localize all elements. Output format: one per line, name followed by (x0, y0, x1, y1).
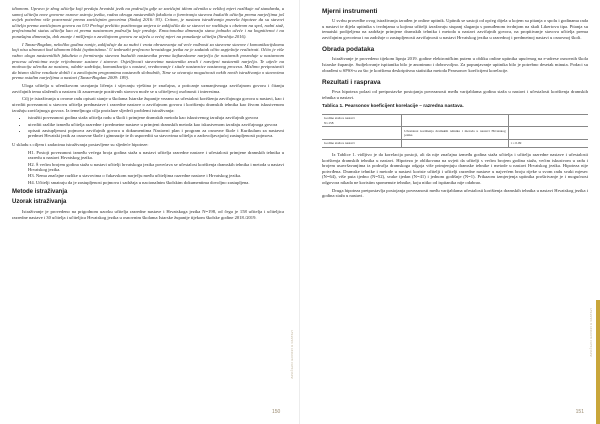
accent-side-bar (596, 300, 600, 424)
discussion-paragraph-2: Druga hipoteza pretpostavlja postojanja povezanosti među varijablama učestalosti korištenja dramskih tehnika u nastavi Hrvatskog jezika i godina staža u nastavi. (322, 187, 588, 199)
sample-paragraph: Istraživanje je provedeno na prigodnom uzorku učitelja razredne nastave i Hrvatskoga jezika N=198, od čega je 158 učitelja i učiteljica razredne nastave i 30 učitelja i učiteljica Hrvatskog jezika u osnovnim školama Istarske županije tijekom školske godine 2018./2019. (12, 209, 284, 220)
heading-instruments: Mjerni instrumenti (322, 8, 378, 15)
table-row (322, 139, 588, 147)
hypothesis-list (12, 150, 284, 185)
hypothesis-item: H2. Š većim brojem godina staža u nastavi učitelji hrvatskoga jezika povećava se učestalost korištenja dramskih tehnika i metoda u nastavi Hrvatskog jezika. (28, 161, 284, 173)
right-page (300, 0, 600, 424)
problem-item: • istražiti povezanost godina staža učitelja radu u školi i primjene dramskih metoda kao iskustvenog izražaja zavičajnih govora (28, 115, 284, 121)
table-cell-label: Godine staža u nastavi (324, 116, 355, 121)
right-running-footer: ZAVIČAJNI GOVORI U NASTAVI (590, 308, 593, 357)
table-caption: Tablica 1. Pearsonov koeficijent korelacije – razredna nastava. (322, 104, 464, 110)
hypothesis-item: H4. Učitelji smatraju da je zastupljenost pojmova i sadržaja u nacionalnim školskim dokumentima dovoljno zastupljena. (28, 179, 250, 185)
right-page-number: 151 (575, 409, 584, 415)
table-cell: r = 0.09 (508, 139, 588, 147)
table-cell (508, 127, 588, 139)
left-page-column (12, 6, 284, 223)
heading-processing: Obrada podataka (322, 46, 375, 54)
hypothesis-item: H3. Nema značajne razlike u stavovima o čakavskom narječju među učiteljima razredne nastave i Hrvatskog jezika. (28, 173, 242, 179)
hypothesis-intro: U skladu s ciljem i zadacima istraživanja postavljene su sljedeće hipoteze: (12, 142, 149, 147)
discussion-paragraph-1: Iz Tablice 1. vidljivo je da korelacija postoji, ali da nije značajna između godina staža učitelja i učitelja razredne nastave i učestalosti korištenja dramskih tehnika u nastavi. Hipoteza je oblikovana na uvjeti da učitelji s većim brojem godina staža, većim iskustvom u radu i brojem usavršavanjima iz područja dramskoga odgoja više primjenjuju dramske tehnike i metode u nastavi Hrvatskog jezika. Hipoteza nije potvrđena. Dramske tehnike i metode u nastavi koriste učitelji i učitelji razredne nastave u najvećem broju rijeke u svom radu svaki mjesec (N=64), više puta tjedno (N=52), svake tjedan (N=41) i jednom godišnje (N=1). Prikazom izmjerjenja upitnika proširivanje je i mogućnost odgovora nikada ne koristim spomenute tehnike, koju nitko od ispitanika nije odabrao. (322, 151, 588, 185)
table-row (322, 114, 588, 126)
heading-sample: Uzorak istraživanja (12, 199, 67, 206)
problem-item: • opisati zastupljenost pojmova zavičajnih govora u dokumentima Nastavni plan i program za osnovne škole i Kurikulum za nastavni predmet Hrvatski jezik za osnovne škole i gimnazije te ih usporediti sa stavovima učitelja o zadovoljavajućoj zastupljenosti pojmova. (28, 128, 284, 139)
correlation-table (322, 114, 588, 148)
hypothesis-item: H1. Postoji povezanost između većega broja godina staža u nastavi učitelja razredne nastave i učestalosti primjene dramskih tehnika u razredu u nastavi Hrvatskog jezika. (28, 149, 284, 161)
heading-methods: Metode istraživanja (12, 189, 68, 196)
intro-paragraph-1: idiomom. Upravo je zbog učitelja koji predaju hrvatski jezik na području gdje se zavičajni idiom učenika u velikoj mjeri razlikuje od standarda, u samoj učitelja nove govorne osnove ustroju jezika, radna okruga nastavnikih fakulteta o formiranju stavova budućih učitelja prema narječjima još uvijek potrebno više pozornosti prema zavičajnim govorima (Sinkaj 2016: 93). Critom, je nastava istraživanja pozvela hipoteze da su stavovi učitelja prema zavičajnom govoru na UO Prelogi prelittio pozitivnoga smjera te zaključila da se stavovi ne razlikuju s obzirom na spol, radni staž, profesionalni status učitelja kao ni prema nastavnom području koje predaje. Emocionalna dimenzija stava jednako učeće i na kognitivnoi i na ponašajnu dimenziju, dok znanje i mišljenja o zavičajnom govoru ne utječu u većoj mjeri na ponašanje učitelja (Strahija 2016). (12, 6, 284, 39)
table-cell (402, 114, 508, 126)
processing-paragraph: Istraživanje je provedeno tijekom lipnja 2019. godine elektroničkim putem u obliku online upitnika upućenog na e-adrese osnovnih škola Istarske županije. Sudjelovanje ispitanika bilo je anonimno i dobrovoljno. Za popunjavanje upitnika bilo je potrebno desetak minuta. Podaci su obrađeni u SPSS-u za što je korištena deskriptivna statistika metoda Pearsonov koeficijent korelacije. (322, 56, 588, 73)
table-cell: Učestalost korištenja dramskih tehnika i metoda u nastavi Hrvatskog jezika (402, 127, 508, 139)
table-cell (322, 127, 402, 139)
problem-list (12, 115, 284, 139)
left-page-number: 150 (272, 409, 281, 415)
table-cell (508, 114, 588, 126)
table-cell (402, 139, 508, 147)
results-paragraph: Prva hipoteza polazi od pretpostavke postojanja povezanosti među varijablama godina staža u nastavi i učestalosti korištenja dramskih tehnika u nastavi. (322, 89, 588, 100)
table-cell: Godine staža u nastavi (322, 139, 402, 147)
table-cell (322, 114, 402, 126)
intro-paragraph-3: Uloga učitelja u učenikovom usvajanju ličenja i stjecanju vještina je značajna, a poticanje uzmanjivnoga zavičajnom govoru i čitanju zavičajnih tema ulaženih u nastavu ili zauzevanje pozitivnih stavova može se u učiteljevoj osobnosti i interesima. (12, 83, 284, 94)
problem-item: • utvrditi razlike između učitelja razredne i predmetne nastave u primjeni dramskih metoda kao iskustvenom izražaju zavičajnoga govora (28, 122, 284, 128)
instruments-paragraph: U svrhu provedbe ovog istraživanja izrađen je online upitnik. Upitnik se sastoji od općeg dijela u kojem su pitanja o spolu i godinama rada u nastavi te dijela upitnika s tvrdnjama u kojima učitelji izražavaju stupanj slaganja s ponuđenom tvrdnjom na skali Likertova tipa. Pitanja su tematski podijeljena na zadržaje primjene dramskih tehnika i metoda u nastavi zavičajnih govora, na propitivanje stavova učitelja prema zavičajnim govorima i na zadržaje o zastupljenosti zavičajnosti u nastavi Hrvatskog jezika u razrednoj i predmetnoj nastavi u osnovnoj školi. (322, 18, 588, 40)
intro-paragraph-4: Cilj je istraživanja u ovome radu opisati stanje u školama Istarske županije vezano uz učestalost korištenja zavičajnoga govora u nastavi, kao i utvrditi povezanost u stavovu učitelja prednastave i razredne nastave o zavičajnom govoru i korištenju dramskih tehnika kao živom iskustvenom izražaju zavičajnoga govora. Iz temeljnoga cilja proizlaze sljedeći problemi istraživanja: (12, 96, 284, 113)
intro-paragraph-2: I Tanza-Bogdan, nekoliko godina ranije, zaključuje da su nužni i vrata obrazovanja od veće vođnosti za stavovne stavove i komunikacijskomu koji nisu ulnosnoi kod idiomom bliski (optimistima.' U izobrazbi profesora hrvatskoga jezika ne je zadatak očito uspješnije realizirati. Očito je više važno uloga nastavničkih fakulteta o formiranju stavova budućih nastavnika prema kajkavskome narječju (te nastavnik posreduje u nastavnom procesu učenicima svoje vrijednosne sustave i stavove. Osjetljivosti stavovima nastavnika zrcali i razvijeni nastavnik narječja. Te utječe na motivaciju učenika za nastavu, odabir sadržaja, komunikaciju s nastavi, vrednovanje i sitale nastavnice nastavnog procesa. Mislimo pretpostaviti da bismo slične rezultate dobili i u zavičajnim programima nastavnih slobodnih, Time se otvaraju mogućnosti nekih novih istraživanja o stavovima prema ostalim narječjima u nastavi (Tanza-Bogdan 2009: 189). (12, 41, 284, 81)
right-page-column (322, 6, 588, 201)
heading-results: Rezultati i rasprava (322, 79, 381, 87)
table-cell-n: N=158 (324, 120, 334, 125)
left-running-footer: ZAVIČAJNI GOVORI U NASTAVI (291, 330, 294, 379)
table-row (322, 127, 588, 139)
